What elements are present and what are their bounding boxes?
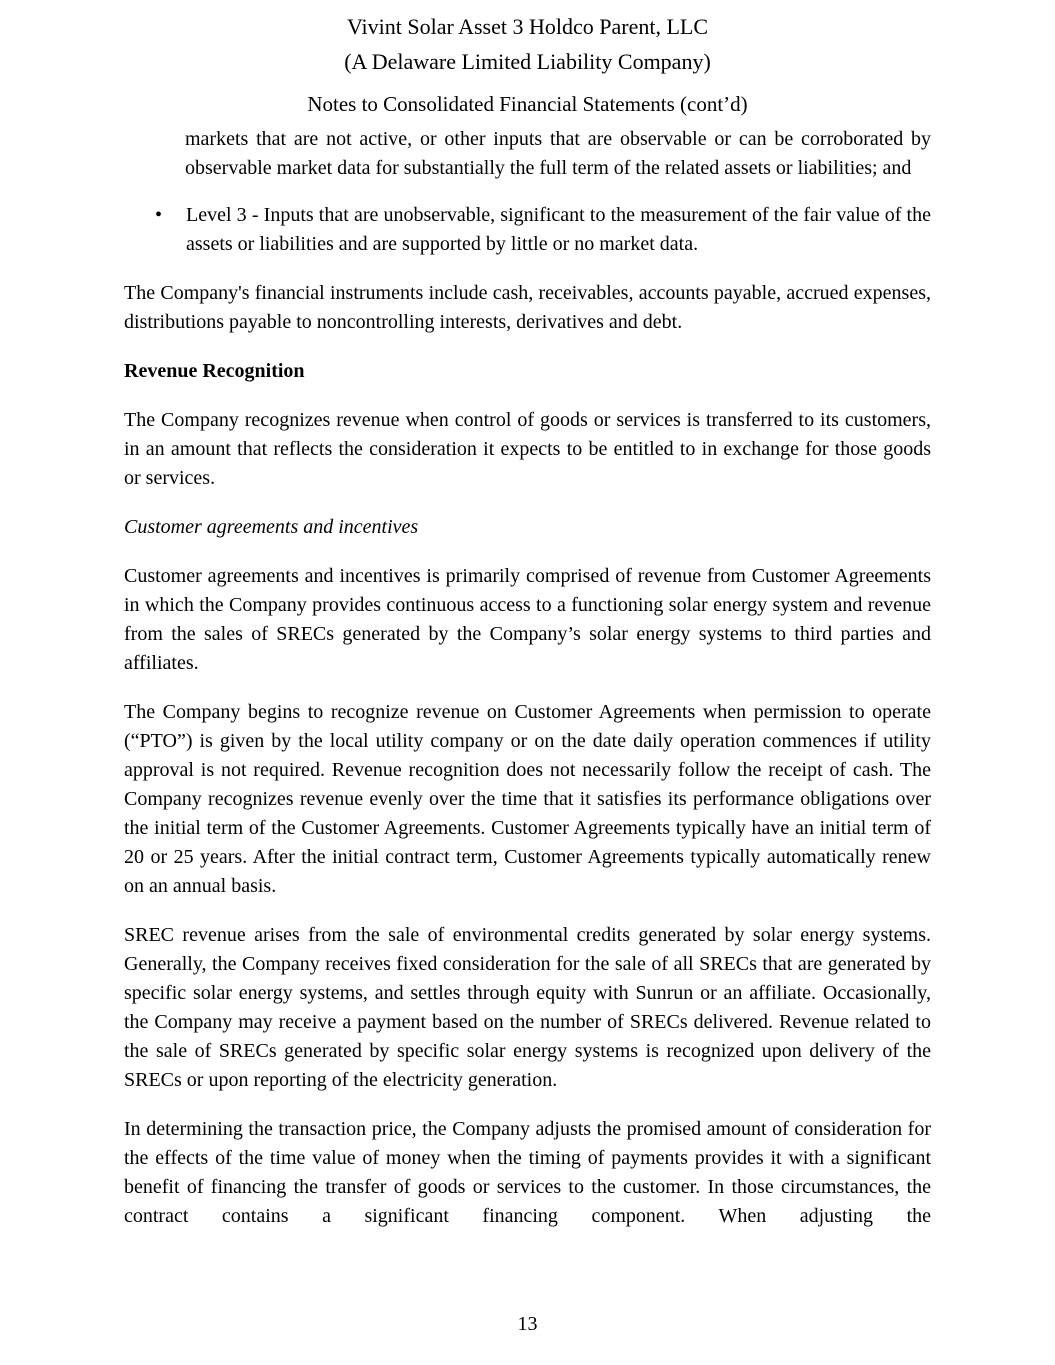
document-body — [124, 125, 931, 1231]
company-name: Vivint Solar Asset 3 Holdco Parent, LLC — [346, 14, 709, 39]
document-title: Notes to Consolidated Financial Statements (cont’d) — [307, 92, 748, 116]
page-footer — [0, 1310, 1055, 1339]
page-number: 13 — [517, 1313, 538, 1335]
revenue-recognition-paragraph: The Company recognizes revenue when control of goods or services is transferred to its customers, in an amount that reflects the consideration it expects to be entitled to in exchange for those goods or services. — [124, 409, 931, 489]
bullet-item-text: Level 3 - Inputs that are unobservable, significant to the measurement of the fair value of the assets or liabilities and are supported by little or no market data. — [186, 204, 931, 255]
revenue-recognition-heading: Revenue Recognition — [124, 360, 305, 382]
company-type: (A Delaware Limited Liability Company) — [344, 49, 711, 74]
fair-value-continuation-paragraph: markets that are not active, or other inputs that are observable or can be corroborated by observable market data for substantially the full term of the related assets or liabilities; and — [185, 128, 931, 179]
document-header — [124, 9, 931, 119]
level-3-bullet-item — [124, 201, 931, 259]
customer-agreements-paragraph: Customer agreements and incentives is primarily comprised of revenue from Customer Agreements in which the Company provides continuous access to a functioning solar energy system and revenue from the sales of SRECs generated by the Company’s solar energy systems to third parties and affiliates. — [124, 565, 931, 674]
financial-instruments-paragraph: The Company's financial instruments include cash, receivables, accounts payable, accrued expenses, distributions payable to noncontrolling interests, derivatives and debt. — [124, 282, 931, 333]
bullet-icon: • — [155, 204, 163, 226]
pto-revenue-paragraph: The Company begins to recognize revenue on Customer Agreements when permission to operate (“PTO”) is given by the local utility company or on the date daily operation commences if utility approval is not required. Revenue recognition does not necessarily follow the receipt of cash. The Company recognizes revenue evenly over the time that it satisfies its performance obligations over the initial term of the Customer Agreements. Customer Agreements typically have an initial term of 20 or 25 years. After the initial contract term, Customer Agreements typically automatically renew on an annual basis. — [124, 701, 931, 897]
srec-revenue-paragraph: SREC revenue arises from the sale of environmental credits generated by solar energy systems. Generally, the Company receives fixed consideration for the sale of all SRECs that are generated by specific solar energy systems, and settles through equity with Sunrun or an affiliate. Occasionally, the Company may receive a payment based on the number of SRECs delivered. Revenue related to the sale of SRECs generated by specific solar energy systems is recognized upon delivery of the SRECs or upon reporting of the electricity generation. — [124, 924, 931, 1091]
transaction-price-paragraph: In determining the transaction price, the Company adjusts the promised amount of consideration for the effects of the time value of money when the timing of payments provides it with a significant benefit of financing the transfer of goods or services to the customer. In those circumstances, the contract contains a significant financing component. When adjusting the — [124, 1118, 931, 1227]
customer-agreements-heading: Customer agreements and incentives — [124, 516, 419, 538]
